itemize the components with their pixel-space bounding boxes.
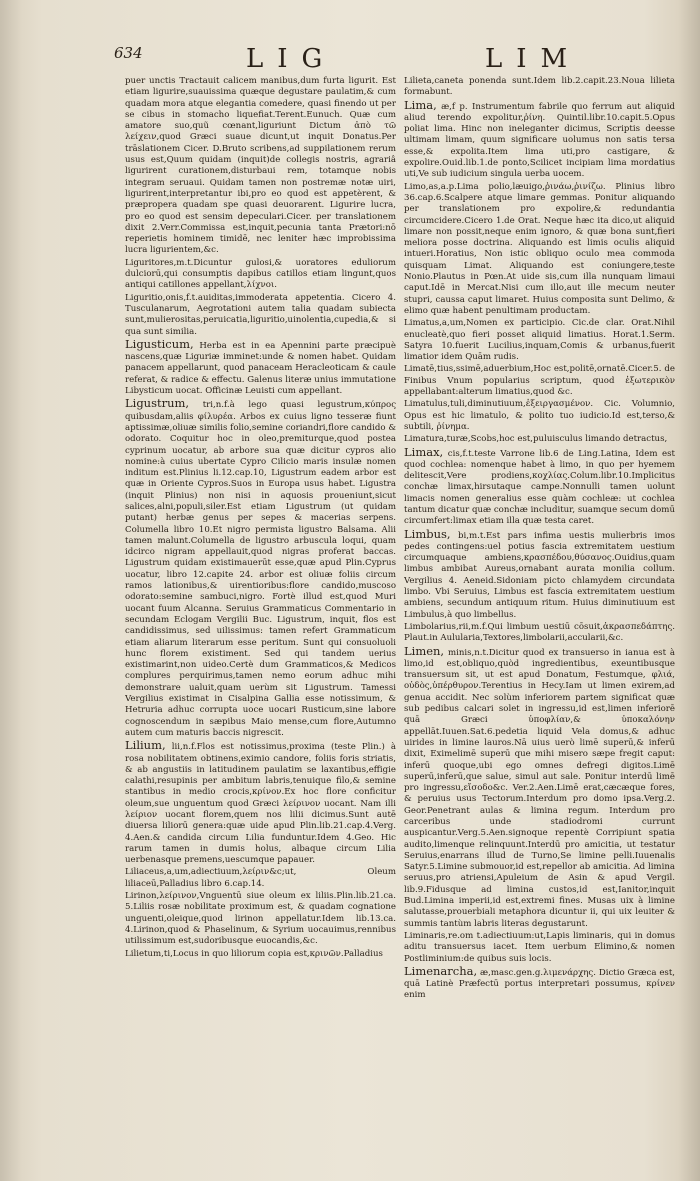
dictionary-entry — [125, 336, 396, 397]
entry-text: Limo,as,a.p.Lima polio,læuigo,ῥινάω,ῥινίζω. Plinius libro 36.cap.6.Scalpere atque limare gemmas. Ponitur aliquando per translationem pro expolire,& redundantia circumcidere.Cicero 1.de Orat. Neque hæc ita dico,ut aliquid limare non possit,neque enim ignoro, & quæ bona sunt,fieri meliora posse doctrina. Aliquando est limis oculis aliquid intueri.Horatius, Non istic obliquo oculo mea commoda quisquam Limat. Aliquando est coniungere,teste Nonio.Plautus in Pœn.At uide sis,cum illa nunquam limaui caput.Idē in Mercat.Nisi cum illo,aut ille mecum neuter stupri, caussa caput limaret. Huius composita sunt Delimo, & elimo quæ habent penultimam productam. — [404, 181, 675, 316]
edge-shadow — [678, 0, 700, 1181]
dictionary-entry — [404, 526, 675, 621]
running-head-left: LIG — [246, 44, 337, 74]
dictionary-entry — [404, 399, 675, 433]
headword: Limax, — [404, 444, 444, 459]
headword: Lima, — [404, 97, 437, 112]
dictionary-entry — [404, 643, 675, 930]
entry-text: lii,n.f.Flos est notissimus,proxima (teste Plin.) à rosa nobilitatem obtinens,eximio candore, foliis foris striatis, & ab angustiis in latitudinem paulatim se laxantibus,effigie calathi,resupinis per ambitum labris,tenuique filo,& semine stantibus in medio crocis,κρίνον.Ex hoc flore conficitur oleum,sue unguentum quod Græci λείρινον uocant. Nam illi λείριον uocant florem,quem nos lilii dicimus.Sunt autē diuersa liliorū genera:quæ uide apud Plin.lib.21.cap.4.Verg. 4.Aen.& candida circum Lilia funduntur.Idem 4.Geo. Hic rarum tamen in dumis holus, albaque circum Lilia uerbenasque premens,uescumque papauer. — [125, 742, 396, 866]
entry-text: Lilietum,ti,Locus in quo liliorum copia est,κρινῶν.Palladius — [125, 948, 383, 959]
headword: Limen, — [404, 643, 445, 658]
dictionary-entry — [125, 258, 396, 292]
entry-text: bi,m.t.Est pars infima uestis mulierbris imos pedes contingens:uel potius fascia extremitatem uestium circumquaque ambiens,κρασπέδου,θύσανος.Ouidius,quam limbus ambibat Aureus,ornabant aurata monilia collum. Vergilius 4. Aeneid.Sidoniam picto chlamydem circundata limbo. Vbi Seruius, Limbus est fascia extremitatem uestium ambiens, secundum antiquum ritum. Huius diminutiuum est Limbulus,à quo limbellus. — [404, 530, 675, 620]
dictionary-entry — [404, 963, 675, 1002]
headword: Ligustrum, — [125, 396, 190, 411]
left-column — [125, 76, 396, 1151]
entry-text: puer unctis Tractauit calicem manibus,dum furta ligurit. Est etiam ligurire,suauissima quæque degustare paulatim,& cum quadam mora atque elegantia comedere, quasi finendo ut per se cibus in stomacho liquefiat.Terent.Eunuch. Quæ cum amatore suo,quũ cœnant,liguriunt Dictum ἀπὸ τῶ λείχειν,quod Græci suaue dicunt,ut inquit Donatus.Per trāslationem Cicer. D.Bruto scribens,ad suppilationem rerum usus est,Quum quidam (inquit)de collegis nostris, agrariâ ligurirent curationem,disturbaui rem, totamque nobis integram seruaui. Quidam tamen non postremæ notæ uiri, ligurirent,interpretantur ibi,pro eo quod est appetèrent, & præpropera quadam spe quasi deuorarent. Ligurire lucra, pro eo quod est sensim depeculari.Cicer. per translationem dixit 2.Verr.Commissa est,inquit,pecunia tanta Prætori:nō reperietis hominem timidē, nec leniter hæc improbissima lucra ligurientem,&c. — [125, 76, 396, 256]
dictionary-entry — [404, 182, 675, 318]
entry-text: Limatulus,tuli,diminutiuum,ἐξειργασμένον. Cic. Volumnio, Opus est hic limatulo, & polito tuo iudicio.Id est,terso,& subtili, ῥίνημα. — [404, 399, 675, 432]
dictionary-entry — [404, 97, 675, 181]
entry-text: Liliaceus,a,um,adiectiuum,λείριν&c;ut, Oleum liliaceū,Palladius libro 6.cap.14. — [125, 867, 396, 889]
dictionary-entry — [404, 931, 675, 965]
dictionary-entry — [404, 622, 675, 645]
entry-text: minis,n.t.Dicitur quod ex transuerso in ianua est à limo,id est,obliquo,quòd ingredientibus, exeuntibusque transuersum sit, ut est apud Donatum, Festumque, φλιά, οὐδὸς,ὑπέρθυρον.Terentius in Hecy.Iam ut limen exirem,ad genua accidit. Nec solùm inferiorem partem significat quæ sub pedibus calcari solet in ingressu,id est,limen inferiorē quā Græci ὑποφλίαν,& ὑποκαλόνην appellāt.Iuuen.Sat.6.pedetia liquid Vela domus,& adhuc uirides in limine lauros.Nā uius uerò limē superū,& inferū dixit, Eximelimē superū que mihi misero sæpe fregit caput: inferū quoque,ubi ego omnes defregi digitos.Limē superū,inferū,que salue, simul aut sale. Ponitur interdū limē pro ingressu,εἴσοδο&c. Ver.2.Aen.Limē erat,cæcæque fores, & peruius usus Tectorum.Interdum pro domo ipsa.Verg.2. Geor.Penetrant aulas & limina regum. Interdum pro carceribus unde stadiodromi currunt auspicantur.Verg.5.Aen.signoque repentè Corripiunt spatia audito,limenque relinquunt.Interdū pro amicitia, ut testatur Seruius,enarrans illud de Turno,Se limine pelli.Iuuenalis Satyr.5.Limine submouor,id est,repellor ab amicitia. Ad limina seruus,pro atriensi,Apuleium de Asin & apud Vergil. lib.9.Fidusque ad limina custos,id est,Ianitor,inquit Bud.Limina imperii,id est,extremi fines. Musas uix à limine salutasse,prouerbiali metaphora dicuntur ii, qui uix leuiter & summis tantùm labris literas degustarunt. — [404, 647, 675, 929]
entry-text: æ,masc.gen.g.λιμενάρχης. Dictio Græca est, quā Latinè Præfectū portus interpretari possumus, κρίνεν enim — [404, 967, 675, 1001]
entry-text: Lilieta,caneta ponenda sunt.Idem lib.2.capit.23.Noua lilieta formabunt. — [404, 76, 675, 98]
dictionary-entry — [404, 444, 675, 528]
dictionary-entry — [125, 949, 396, 960]
headword: Limbus, — [404, 526, 451, 541]
entry-text: Liguritio,onis,f.t.auiditas,immoderata appetentia. Cicero 4. Tusculanarum, Aegrotationi autem talia quadam subiecta sunt,mulierositas,peruicatia,liguritio,uinolentia,cupedia,& si qua sunt similia. — [125, 292, 396, 337]
entry-text: Limatura,turæ,Scobs,hoc est,puluisculus limando detractus, — [404, 434, 668, 445]
headword: Ligusticum, — [125, 336, 194, 351]
entry-text: Liguritores,m.t.Dicuntur gulosi,& uoratores eduliorum dulciorū,qui consumptis dapibus catillos etiam lingunt,quos antiqui catillones appellant,λίχνοι. — [125, 257, 396, 291]
entry-text: tri,n.f.à lego quasi legustrum,κύπρος quibusdam,aliis φίλυρέα. Arbos ex cuius ligno tesseræ fiunt aptissimæ,oliuæ similis folio,semine coriandri,flore candido & odorato. Coquitur hoc in oleo,premiturque,quod postea cyprinum uocatur, ab arbore sua quæ dicitur cypros alio nomine:à cuius ubertate Cypro Cilicio maris insulæ nomen inditum est.Plinius li.12.cap.10, Ligustrum eadem arbor est quæ in Oriente Cypros.Suos in Europa usus habet. Ligustra (inquit Plinius) non nisi in aquosis proueniunt,sicut salices,alni,populi,siler.Est etiam Ligustrum (ut quidam putant) herbæ genus per sepes & macerias serpens. Columella libro 10.Et nigro permista ligustro Balsama. Alii tamen malunt.Columella de ligustro arbuscula loqui, quam idcirco nigram appellauit,quod nigras proferat baccas. Ligustrum quidam existimauerūt esse,quæ apud Plin.Cyprus uocatur, libro 12.capite 24. arbor est oliuæ foliis circum ramos lationibus,& uirentioribus:flore candido,muscoso odorato:semine sambuci,nigro. Fortè illud est,quod Muri uocant fuum Alcanna. Seruius Grammaticus Commentario in secundam Eclogam Vergilii Buc. Ligustrum, inquit, flos est candidissimus, sed uilissimus: tamen refert Grammaticum etiam aliarum literarum esse peritum. Sunt qui consuoluoli hunc florem existiment. Sed qui tandem uerius existimarint,non uideo.Certè dum Grammaticos,& Medicos complures perquirimus,tamen nemo eorum adhuc mihi demonstrare ualuit,quam uerùm sit Ligustrum. Tamessi Vergilius existimat in Cisalpina Gallia esse notissimum, & Hetruria adhuc corrupta uoce uocari Rusticum,sine labore cognoscendum in sæpibus Maio mense,cum flore,Autumno autem cum maturis baccis nigrescit. — [125, 400, 396, 738]
headword: Limenarcha, — [404, 963, 478, 978]
dictionary-entry — [404, 364, 675, 398]
entry-text: cis,f.t.teste Varrone lib.6 de Ling.Latina, Idem est quod cochlea: nomenque habet à limo, in quo per hyemem delitescit,Vere prodiens,κοχλίας.Colum.libr.10.Implicitus conchæ limax,hirsutaque campe.Nonnulli tamen uolunt limacis nomen generalius esse quàm cochleæ: ut cochlea tantum dicatur quæ conchæ includitur, suamque secum domū circumfert:limax etiam illa quæ testa caret. — [404, 448, 675, 527]
dictionary-entry — [125, 740, 396, 866]
dictionary-entry — [404, 434, 675, 445]
entry-text: Limatus,a,um,Nomen ex participio. Cic.de clar. Orat.Nihil enucleatè,quo fieri posset aliquid limatius. Horat.1.Serm. Satyra 10.fuerit Lucilius,inquam,Comis & urbanus,fuerit limatior idem Quām rudis. — [404, 318, 675, 363]
dictionary-entry — [125, 891, 396, 947]
entry-text: Lirinon,λείρινον,Vnguentū siue oleum ex liliis.Plin.lib.21.ca. 5.Liliis rosæ nobilitate proximum est, & quadam cognatione unguenti,oleique,quod lirinon appellatur.Idem lib.13.ca. 4.Lirinon,quod & Phaselinum, & Syrium uocauimus,rennibus utilissimum est,sudoribusque euocandis,&c. — [125, 891, 396, 947]
page-number: 634 — [114, 44, 143, 62]
running-head-right: LIM — [485, 44, 582, 74]
entry-text: Limbolarius,rii,m.f.Qui limbum uestiū cōsuit,ἀκρασπεδάπτης. Plaut.in Aulularia,Textores,limbolarii,accularii,&c. — [404, 621, 675, 644]
dictionary-entry — [125, 867, 396, 890]
dictionary-entry — [404, 76, 675, 99]
right-column — [404, 76, 675, 1151]
entry-text: Limatē,tius,ssimē,aduerbium,Hoc est,politē,ornatē.Cicer.5. de Finibus Vnum popularius scriptum, quod ἐξωτερικὸν appellabant:alterum limatius,quod &c. — [404, 364, 675, 398]
entry-text: æ,f p. Instrumentum fabrile quo ferrum aut aliquid aliud terendo expolitur,ῥίνη. Quintil.libr.10.capit.5.Opus poliat lima. Hinc non ineleganter dicimus, Scriptis deesse ultimam limam, quum significare uolumus non satis tersa esse,& expolita.Item lima uti,pro castigare, & expolire.Ouid.lib.1.de ponto,Scilicet incipiam lima mordatius uti,Ve sub iudicium singula uerba uocem. — [404, 101, 675, 180]
dictionary-entry — [404, 318, 675, 363]
dictionary-entry — [125, 398, 396, 739]
entry-text: Liminaris,re.om t.adiectiuum:ut,Lapis liminaris, qui in domus aditu transuersus iacet. Item uerbum Elimino,& nomen Postliminium:de quibus suis locis. — [404, 930, 675, 964]
dictionary-entry — [125, 76, 396, 257]
dictionary-entry — [125, 293, 396, 338]
headword: Lilium, — [125, 738, 166, 753]
gutter-shadow — [0, 0, 22, 1181]
entry-text: Herba est in ea Apennini parte præcipuè nascens,quæ Liguriæ imminet:unde & nomen habet. Quidam panacem appellarunt, quod panaceam Heracleoticam & caule referat, & radice & effectu. Galenus literæ unius immutatione Libysticum uocat. Officinæ Leuisti cum appellant. — [125, 340, 396, 397]
